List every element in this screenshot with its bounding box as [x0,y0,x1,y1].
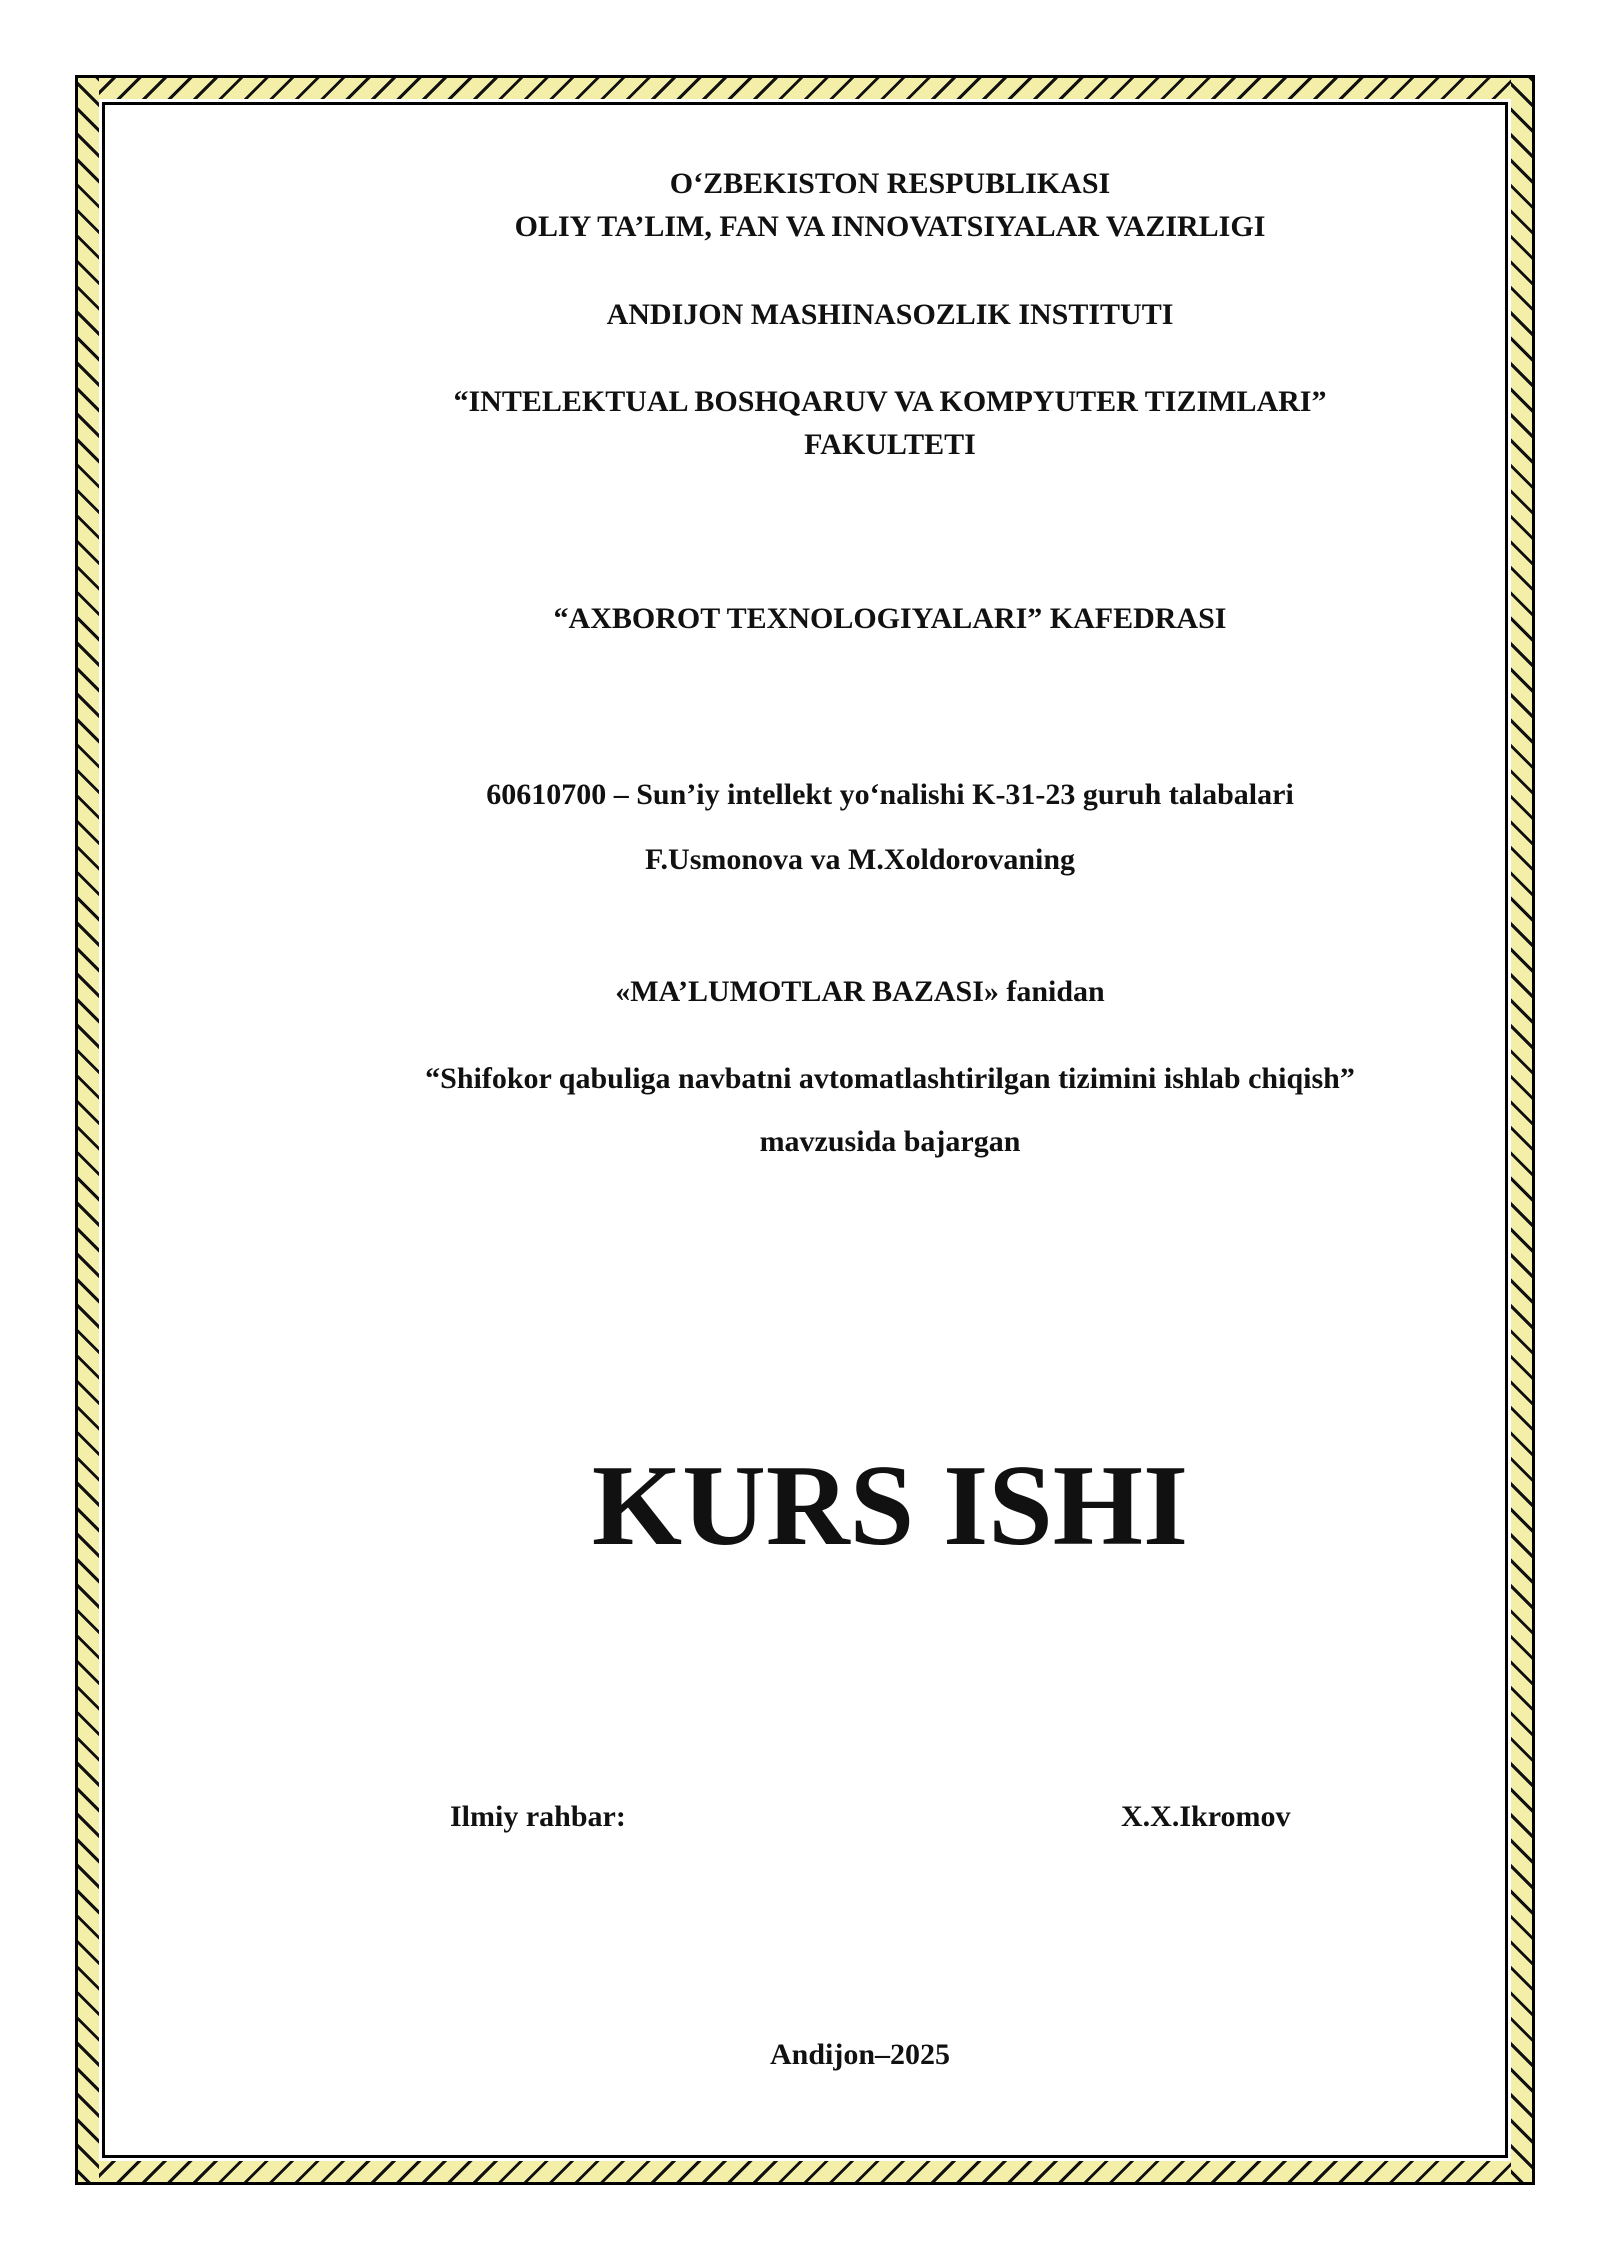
supervisor-name: X.X.Ikromov [1121,1800,1291,1833]
city-year: Andijon–2025 [769,2038,951,2071]
students-names: F.Usmonova va M.Xoldorovaning [644,843,1076,876]
faculty-name: “INTELEKTUAL BOSHQARUV VA KOMPYUTER TIZIMLARI” [453,385,1327,418]
supervisor-label: Ilmiy rahbar: [450,1800,626,1833]
topic-title: “Shifokor qabuliga navbatni avtomatlashtirilgan tizimini ishlab chiqish” [425,1062,1355,1095]
department-name: “AXBOROT TEXNOLOGIYALARI” KAFEDRASI [553,602,1227,635]
subject-line: «MA’LUMOTLAR BAZASI» fanidan [615,975,1105,1008]
document-title: KURS ISHI [591,1442,1189,1570]
topic-suffix: mavzusida bajargan [759,1125,1021,1158]
institute-name: ANDIJON MASHINASOZLIK INSTITUTI [606,298,1174,331]
students-program: 60610700 – Sun’iy intellekt yo‘nalishi K-31-23 guruh talabalari [486,778,1294,811]
faculty-label: FAKULTETI [804,428,976,461]
border-ornament-top [78,78,1532,99]
border-ornament-bottom [78,2161,1532,2182]
ministry-line: OLIY TA’LIM, FAN VA INNOVATSIYALAR VAZIRLIGI [514,210,1266,243]
country-line: O‘ZBEKISTON RESPUBLIKASI [669,167,1111,200]
